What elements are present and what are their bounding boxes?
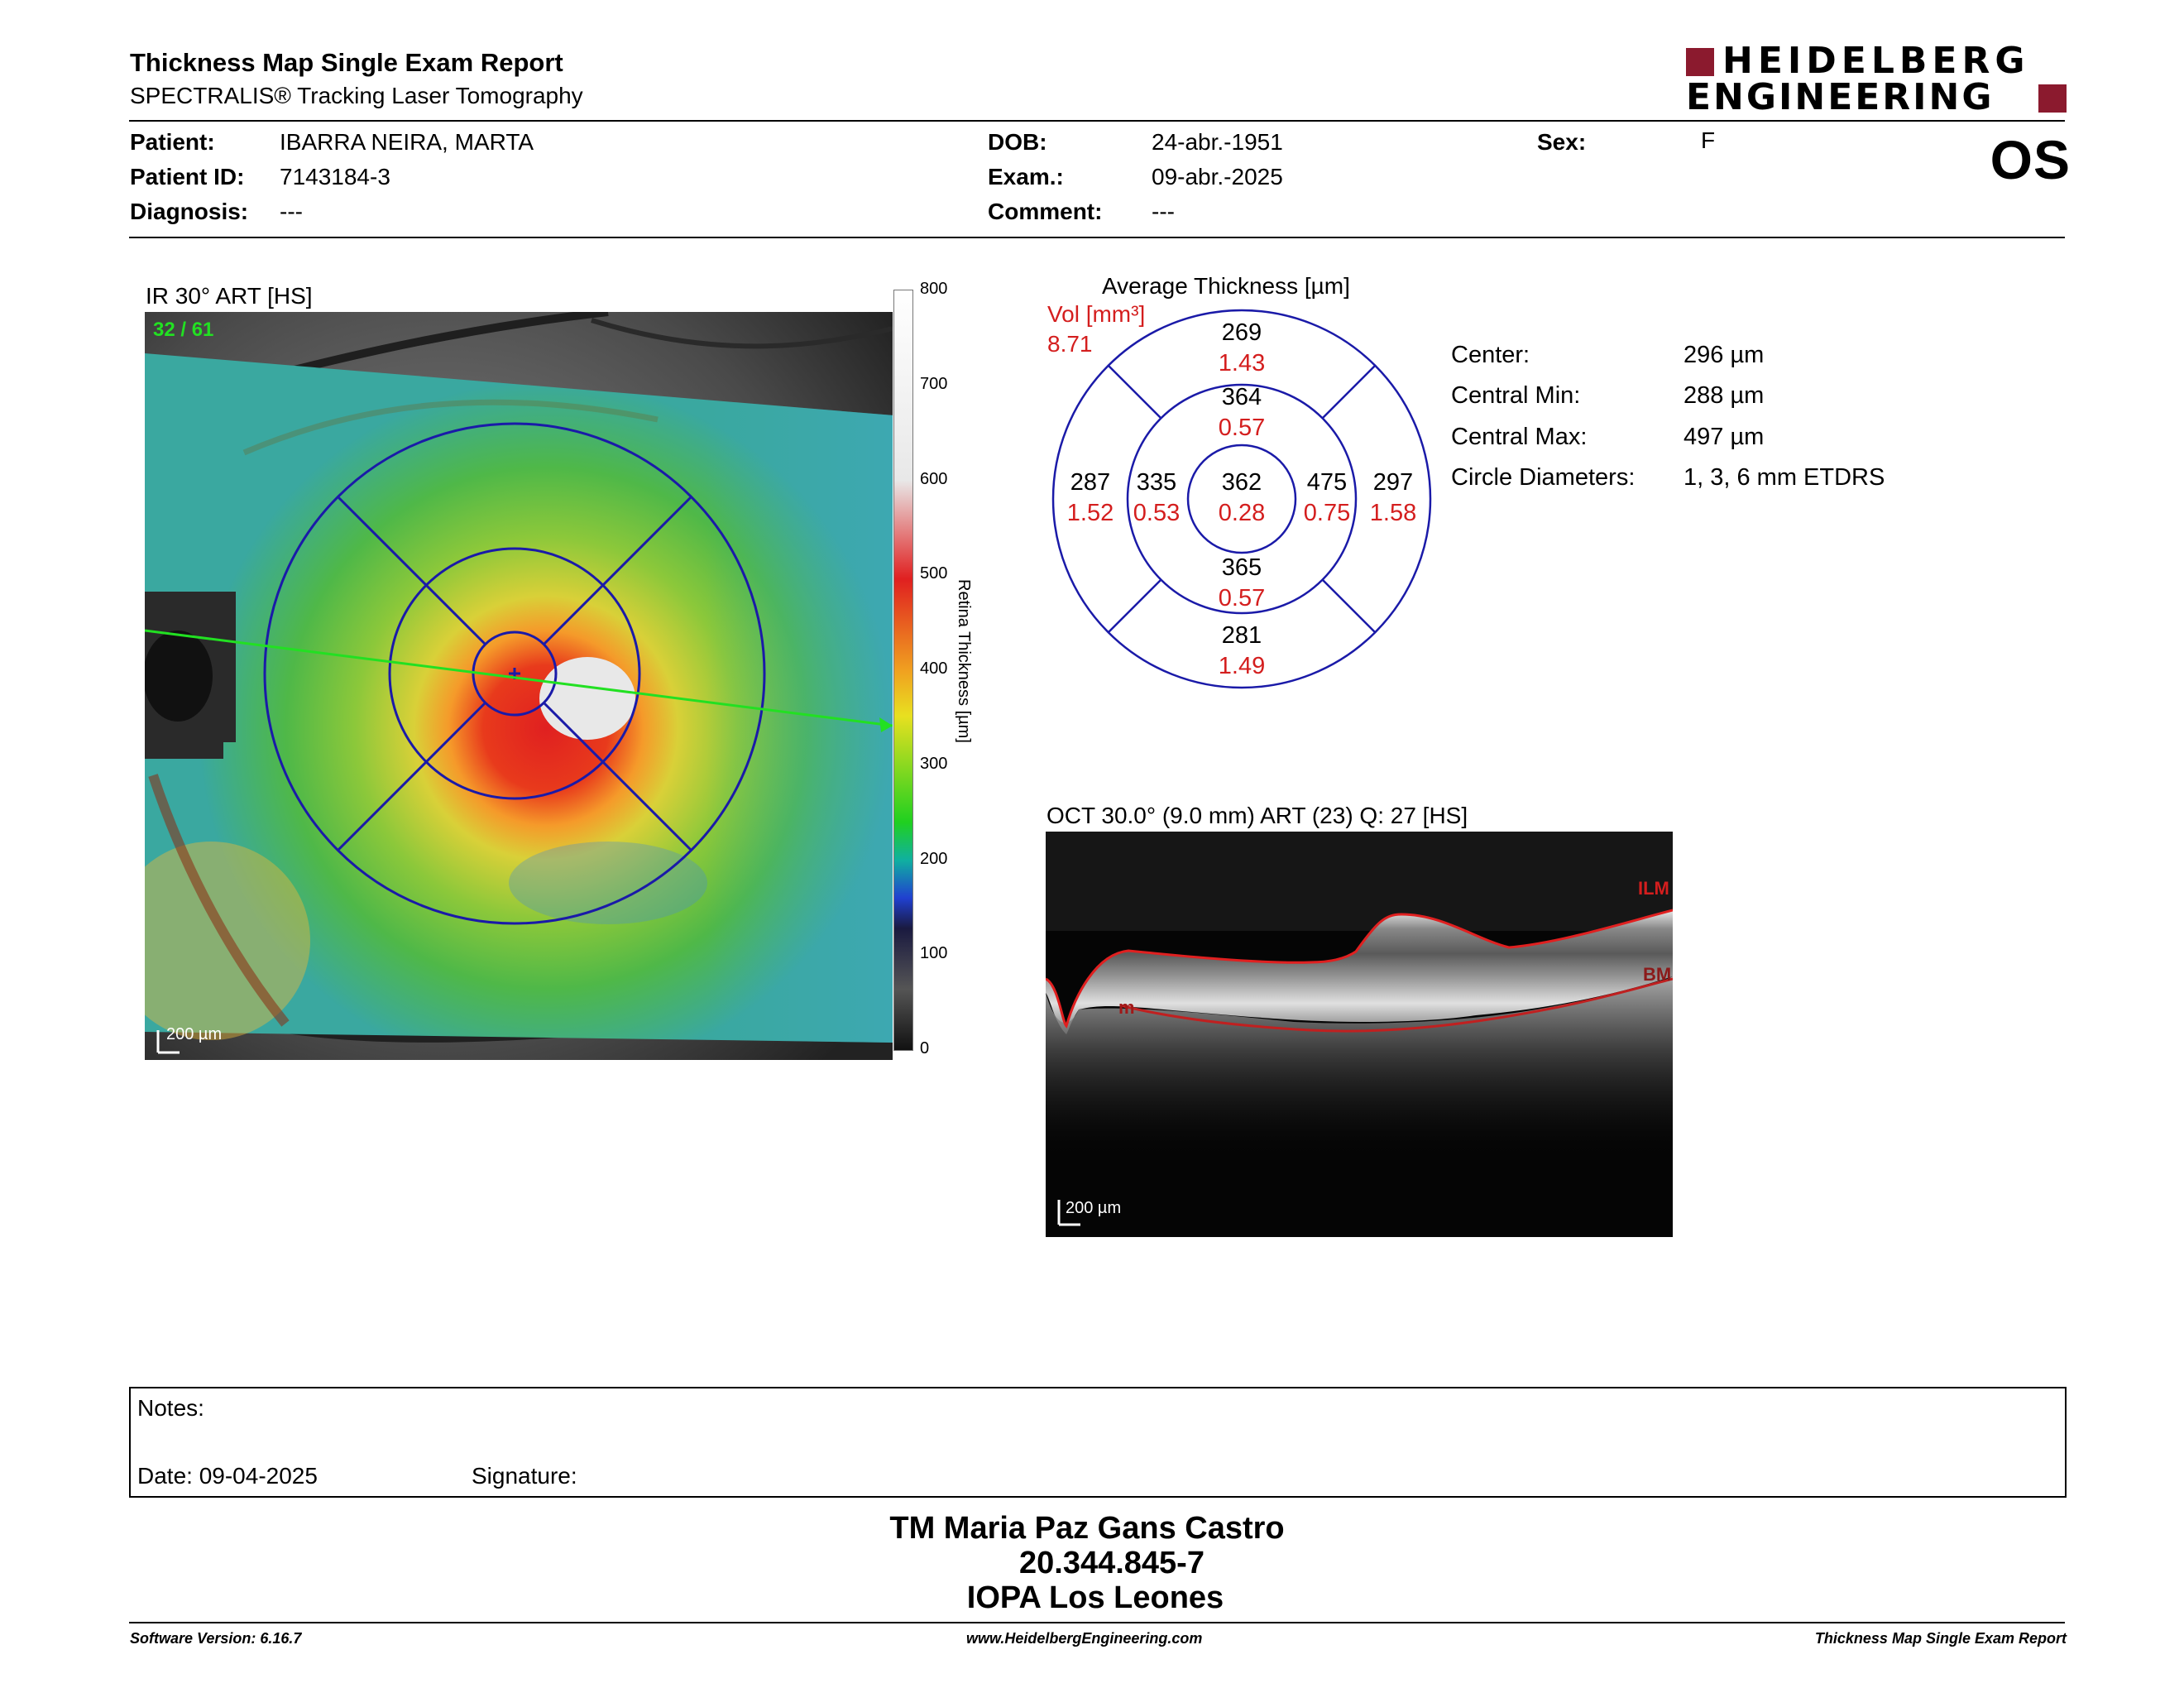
etdrs-outer-inferior-thickness: 281 [1221, 622, 1262, 649]
dob-label: DOB: [988, 129, 1047, 155]
report-title: Thickness Map Single Exam Report [130, 48, 563, 77]
ilm-label: ILM [1638, 878, 1669, 899]
colorbar-tick-200: 200 [920, 849, 948, 868]
thickness-map-image [145, 312, 893, 1060]
colorbar-tick-400: 400 [920, 659, 948, 678]
fundus-caption: IR 30° ART [HS] [146, 283, 313, 309]
colorbar-tick-0: 0 [920, 1039, 930, 1057]
volume-total: 8.71 [1047, 331, 1093, 357]
oct-scale-label: 200 µm [1066, 1199, 1122, 1217]
notes-label: Notes: [137, 1395, 204, 1421]
circle-diameters-value: 1, 3, 6 mm ETDRS [1684, 464, 1885, 491]
colorbar-tick-600: 600 [920, 469, 948, 488]
heidelberg-logo [1686, 40, 2067, 118]
logo-line2: ENGINEERING [1686, 76, 1995, 118]
etdrs-inner-nasal-thickness: 475 [1306, 469, 1348, 496]
footer-divider [129, 1622, 2065, 1623]
diagnosis-value: --- [280, 199, 303, 224]
center-value: 296 µm [1684, 342, 1765, 368]
exam-label: Exam.: [988, 164, 1064, 189]
comment-value: --- [1152, 199, 1175, 224]
frame-counter: 32 / 61 [153, 319, 214, 341]
central-max-label: Central Max: [1451, 424, 1588, 450]
etdrs-outer-nasal-thickness: 297 [1372, 469, 1414, 496]
colorbar [893, 290, 913, 1051]
patient-value: IBARRA NEIRA, MARTA [280, 129, 534, 155]
sex-value: F [1701, 127, 1716, 153]
eye-indicator: OS [1990, 129, 2071, 190]
diagnosis-label: Diagnosis: [130, 199, 249, 224]
footer-report-name: Thickness Map Single Exam Report [1814, 1630, 2067, 1647]
colorbar-tick-800: 800 [920, 280, 948, 298]
notes-box [129, 1387, 2067, 1498]
dob-value: 24-abr.-1951 [1152, 129, 1283, 155]
colorbar-tick-300: 300 [920, 754, 948, 773]
patient-label: Patient: [130, 129, 215, 155]
m-label: m [1118, 997, 1135, 1018]
etdrs-center-thickness: 362 [1221, 469, 1262, 496]
etdrs-outer-temporal-volume: 1.52 [1066, 500, 1114, 526]
colorbar-label: Retina Thickness [µm] [955, 579, 973, 743]
colorbar-tick-500: 500 [920, 564, 948, 583]
etdrs-inner-inferior-volume: 0.57 [1218, 585, 1266, 611]
comment-label: Comment: [988, 199, 1103, 224]
etdrs-inner-superior-thickness: 364 [1221, 384, 1262, 410]
patient-id-label: Patient ID: [130, 164, 245, 189]
logo-line1: HEIDELBERG [1722, 40, 2030, 82]
etdrs-inner-temporal-thickness: 335 [1136, 469, 1177, 496]
circle-diameters-label: Circle Diameters: [1451, 464, 1636, 491]
etdrs-inner-nasal-volume: 0.75 [1303, 500, 1351, 526]
footer-website: www.HeidelbergEngineering.com [966, 1630, 1203, 1647]
signer-id: 20.344.845-7 [1019, 1546, 1205, 1580]
date-label: Date: 09-04-2025 [137, 1463, 318, 1489]
info-divider [129, 237, 2065, 238]
sex-label: Sex: [1537, 129, 1587, 155]
oct-bscan-image [1046, 832, 1673, 1237]
etdrs-outer-nasal-volume: 1.58 [1369, 500, 1417, 526]
patient-id-value: 7143184-3 [280, 164, 390, 189]
colorbar-tick-100: 100 [920, 944, 948, 963]
footer-software-version: Software Version: 6.16.7 [130, 1630, 302, 1647]
signer-institution: IOPA Los Leones [966, 1580, 1224, 1615]
signer-name: TM Maria Paz Gans Castro [889, 1511, 1285, 1546]
central-max-value: 497 µm [1684, 424, 1765, 450]
central-min-value: 288 µm [1684, 382, 1765, 409]
etdrs-inner-inferior-thickness: 365 [1221, 554, 1262, 581]
etdrs-outer-temporal-thickness: 287 [1070, 469, 1111, 496]
etdrs-outer-superior-volume: 1.43 [1218, 350, 1266, 376]
colorbar-tick-700: 700 [920, 374, 948, 393]
volume-label: Vol [mm³] [1047, 301, 1146, 327]
etdrs-title: Average Thickness [µm] [1102, 273, 1350, 299]
bm-label: BM [1643, 964, 1672, 985]
center-label: Center: [1451, 342, 1530, 368]
signature-label: Signature: [472, 1463, 577, 1489]
report-subtitle: SPECTRALIS® Tracking Laser Tomography [130, 83, 583, 108]
fundus-scale-label: 200 µm [166, 1025, 223, 1043]
header-divider [129, 120, 2065, 122]
etdrs-inner-temporal-volume: 0.53 [1133, 500, 1181, 526]
etdrs-outer-inferior-volume: 1.49 [1218, 653, 1266, 679]
etdrs-center-volume: 0.28 [1218, 500, 1266, 526]
etdrs-inner-superior-volume: 0.57 [1218, 415, 1266, 441]
oct-caption: OCT 30.0° (9.0 mm) ART (23) Q: 27 [HS] [1046, 803, 1468, 828]
etdrs-outer-superior-thickness: 269 [1221, 319, 1262, 346]
exam-value: 09-abr.-2025 [1152, 164, 1283, 189]
central-min-label: Central Min: [1451, 382, 1581, 409]
